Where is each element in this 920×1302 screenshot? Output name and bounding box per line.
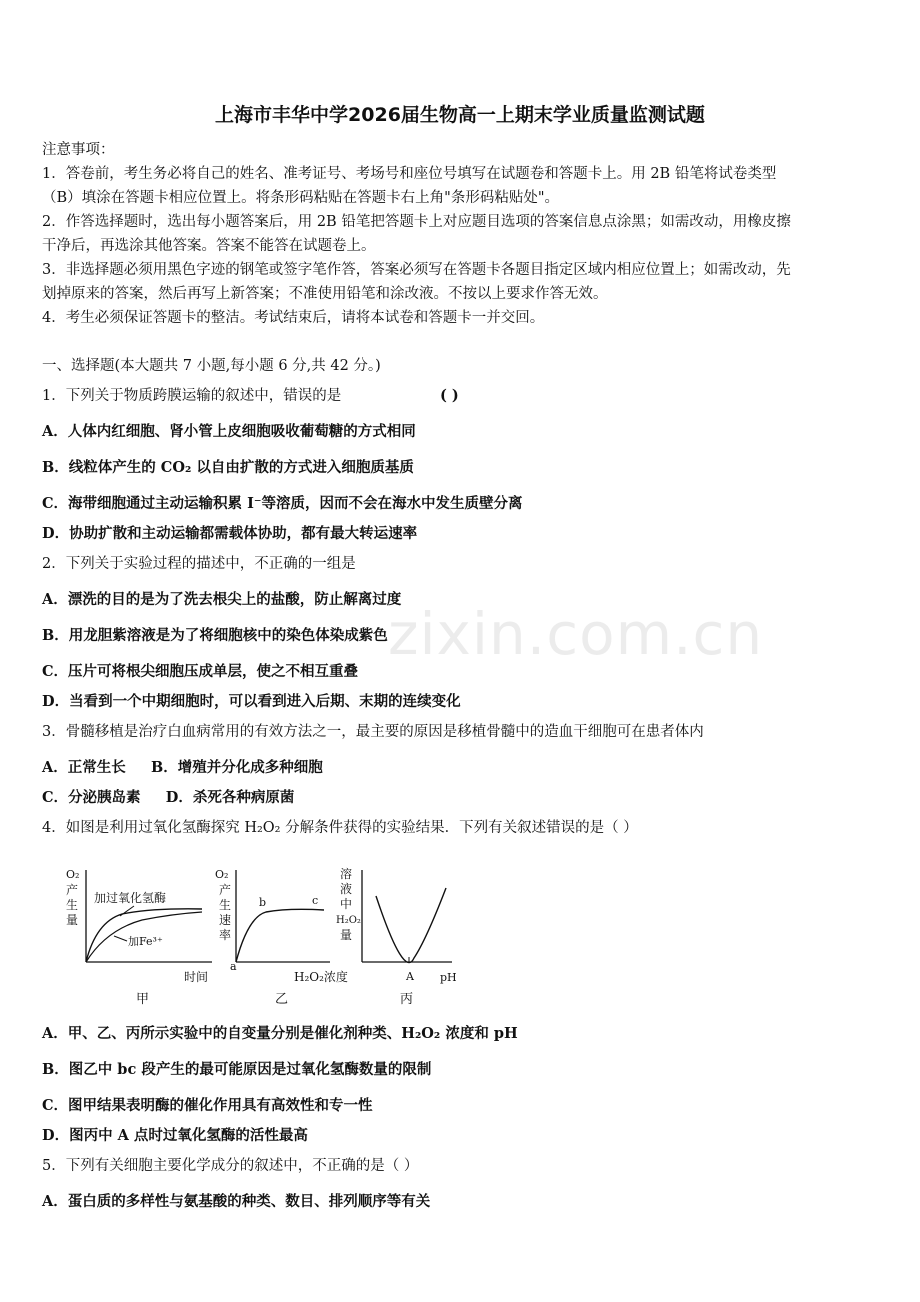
jia-curve-label-enzyme: 加过氧化氢酶 <box>94 891 167 905</box>
graph-yi <box>215 868 348 1007</box>
q3-options-cd: C．分泌胰岛素 D．杀死各种病原菌 <box>42 789 295 806</box>
q1-option-a: A．人体内红细胞、肾小管上皮细胞吸收葡萄糖的方式相同 <box>42 423 416 440</box>
jia-ylabel: 产 <box>66 883 79 897</box>
jia-caption: 甲 <box>136 992 150 1007</box>
yi-point-b: b <box>259 896 267 909</box>
q4-figure <box>62 862 482 1010</box>
bing-ylabel: 量 <box>340 928 353 942</box>
jia-xlabel: 时间 <box>184 970 209 984</box>
jia-curve-label-fe: 加Fe³⁺ <box>128 935 163 948</box>
jia-ylabel: O₂ <box>66 868 80 881</box>
notice-line: （B）填涂在答题卡相应位置上。将条形码粘贴在答题卡右上角"条形码粘贴处"。 <box>42 190 559 206</box>
q4-option-d: D．图丙中 A 点时过氧化氢酶的活性最高 <box>42 1127 308 1144</box>
q5-option-a: A．蛋白质的多样性与氨基酸的种类、数目、排列顺序等有关 <box>42 1193 431 1210</box>
jia-ylabel: 量 <box>66 913 79 927</box>
yi-caption: 乙 <box>275 992 289 1007</box>
yi-ylabel: 生 <box>219 898 232 912</box>
yi-xlabel: H₂O₂浓度 <box>294 970 348 984</box>
answer-paren: ( ) <box>440 387 459 404</box>
q4-option-c: C．图甲结果表明酶的催化作用具有高效性和专一性 <box>42 1097 373 1114</box>
notice-line: 1．答卷前，考生务必将自己的姓名、准考证号、考场号和座位号填写在试题卷和答题卡上。用 2B 铅笔将试卷类型 <box>42 166 777 182</box>
question-4-stem: 4．如图是利用过氧化氢酶探究 H₂O₂ 分解条件获得的实验结果．下列有关叙述错误的是（ ） <box>42 820 638 836</box>
q4-graphs <box>62 862 482 1010</box>
yi-point-a: a <box>230 960 237 973</box>
bing-point-a: A <box>406 970 414 983</box>
question-1-stem: 1．下列关于物质跨膜运输的叙述中，错误的是 <box>42 388 342 404</box>
q2-option-b: B．用龙胆紫溶液是为了将细胞核中的染色体染成紫色 <box>42 627 388 644</box>
jia-ylabel: 生 <box>66 898 79 912</box>
page-title: 上海市丰华中学2026届生物高一上期末学业质量监测试题 <box>215 104 705 126</box>
yi-ylabel: 产 <box>219 883 232 897</box>
q2-option-d: D．当看到一个中期细胞时，可以看到进入后期、末期的连续变化 <box>42 693 461 710</box>
yi-ylabel: O₂ <box>215 868 229 881</box>
q1-option-b: B．线粒体产生的 CO₂ 以自由扩散的方式进入细胞质基质 <box>42 459 414 476</box>
graph-jia <box>66 868 212 1007</box>
q1-option-d: D．协助扩散和主动运输都需载体协助，都有最大转运速率 <box>42 525 418 542</box>
section-heading: 一、选择题(本大题共 7 小题,每小题 6 分,共 42 分。) <box>42 358 381 374</box>
question-5-stem: 5．下列有关细胞主要化学成分的叙述中，不正确的是（ ） <box>42 1158 419 1174</box>
bing-xlabel: pH <box>440 971 457 984</box>
q1-option-c: C．海带细胞通过主动运输积累 I⁻等溶质，因而不会在海水中发生质壁分离 <box>42 495 523 512</box>
notice-line: 4．考生必须保证答题卡的整洁。考试结束后，请将本试卷和答题卡一并交回。 <box>42 310 545 326</box>
bing-ylabel: H₂O₂ <box>336 915 361 926</box>
question-3-stem: 3．骨髓移植是治疗白血病常用的有效方法之一，最主要的原因是移植骨髓中的造血干细胞可在患者体内 <box>42 724 704 740</box>
q4-option-a: A．甲、乙、丙所示实验中的自变量分别是催化剂种类、H₂O₂ 浓度和 pH <box>42 1025 518 1042</box>
q4-option-b: B．图乙中 bc 段产生的最可能原因是过氧化氢酶数量的限制 <box>42 1061 432 1078</box>
question-2-stem: 2．下列关于实验过程的描述中，不正确的一组是 <box>42 556 356 572</box>
bing-caption: 丙 <box>400 992 414 1007</box>
yi-ylabel: 率 <box>219 928 232 942</box>
q2-option-c: C．压片可将根尖细胞压成单层，使之不相互重叠 <box>42 663 359 680</box>
bing-ylabel: 液 <box>340 882 353 896</box>
notice-line: 划掉原来的答案，然后再写上新答案；不准使用铅笔和涂改液。不按以上要求作答无效。 <box>42 286 608 302</box>
q2-option-a: A．漂洗的目的是为了洗去根尖上的盐酸，防止解离过度 <box>42 591 402 608</box>
bing-ylabel: 中 <box>340 897 353 911</box>
notice-heading: 注意事项： <box>42 142 115 158</box>
notice-line: 3．非选择题必须用黑色字迹的钢笔或签字笔作答，答案必须写在答题卡各题目指定区域内相应位置上；如需改动，先 <box>42 262 791 278</box>
bing-ylabel: 溶 <box>340 867 353 881</box>
q3-options-ab: A．正常生长 B．增殖并分化成多种细胞 <box>42 759 323 776</box>
notice-line: 干净后，再选涂其他答案。答案不能答在试题卷上。 <box>42 238 376 254</box>
notice-line: 2．作答选择题时，选出每小题答案后，用 2B 铅笔把答题卡上对应题目选项的答案信息点涂黑；如需改动，用橡皮擦 <box>42 214 791 230</box>
graph-bing <box>336 866 457 1007</box>
yi-ylabel: 速 <box>219 913 232 927</box>
yi-point-c: c <box>312 894 319 907</box>
watermark: zixin.com.cn <box>388 600 764 668</box>
